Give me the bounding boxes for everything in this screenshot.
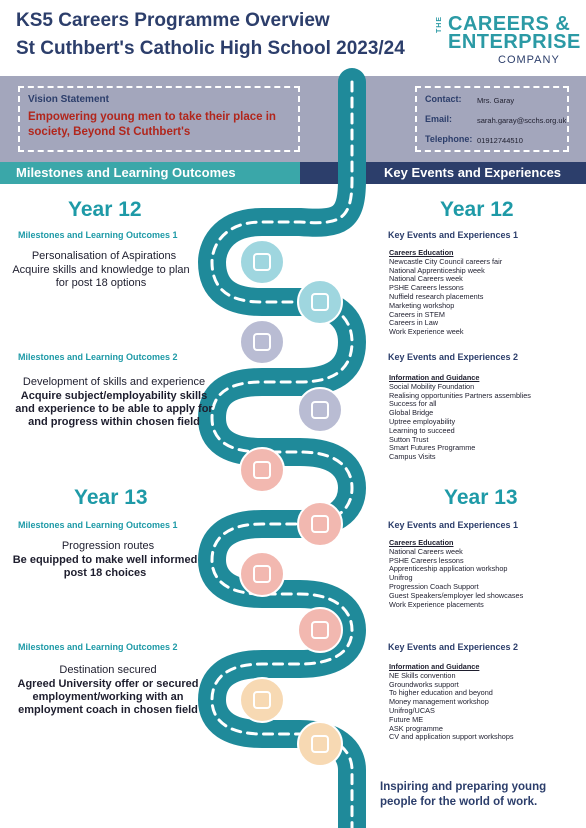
y12-milestone2-text: Acquire subject/employability skills and experience to be able to apply for and progress within chosen field [15, 390, 213, 428]
y13-milestone1-subtitle: Progression routes [61, 540, 155, 552]
school-icon [240, 552, 284, 596]
list-item: Newcastle City Council careers fair [389, 256, 503, 266]
road-outer [212, 82, 352, 828]
contact-value: Mrs. Garay [477, 96, 515, 105]
list-item: Work Experience week [389, 327, 464, 337]
list-item: Social Mobility Foundation [389, 381, 475, 391]
list-item: Uptree employability [389, 416, 456, 426]
y12-milestone1-text: Acquire skills and knowledge to plan for post 18 options [12, 264, 190, 289]
tagline: Inspiring and preparing young people for the world of work. [380, 781, 547, 808]
y12-key-events1-heading: Key Events and Experiences 1 [388, 230, 519, 240]
list-item: National Careers week [389, 274, 463, 284]
list-item: Future ME [389, 714, 424, 724]
list-item: Groundworks support [389, 679, 459, 689]
list-item: Success for all [389, 399, 437, 409]
list-item: Apprenticeship application workshop [389, 564, 508, 574]
y13-milestone2-text: Agreed University offer or secured employment/working with an employment coach in chosen field [17, 678, 199, 716]
list-item: Careers in Law [389, 318, 439, 328]
y13-milestone2-subtitle: Destination secured [59, 664, 157, 676]
logo-enterprise: ENTERPRISE [448, 31, 581, 53]
logo-careers: CAREERS & [448, 13, 571, 35]
list-item: Unifrog [389, 573, 413, 583]
list-item: CV and application support workshops [389, 732, 514, 742]
y12-k1-title: Careers Education [389, 248, 454, 257]
telephone-label: Telephone: [425, 134, 473, 144]
logo-company: COMPANY [498, 54, 560, 66]
y12-key-events2-heading: Key Events and Experiences 2 [388, 352, 519, 362]
list-item: Nuffield research placements [389, 291, 484, 301]
list-item: Guest Speakers/employer led showcases [389, 590, 524, 600]
page-title-line1: KS5 Careers Programme Overview [16, 10, 330, 31]
y13-milestone2-heading: Milestones and Learning Outcomes 2 [18, 642, 178, 652]
lightbulb-icon [240, 678, 284, 722]
list-item: National Careers week [389, 546, 463, 556]
list-item: ASK programme [389, 723, 443, 733]
milestones-section-header: Milestones and Learning Outcomes [0, 162, 300, 184]
share-icon [240, 320, 284, 364]
list-item: PSHE Careers lessons [389, 283, 464, 293]
list-item: Learning to succeed [389, 425, 455, 435]
vision-text: Empowering young men to take their place in society, Beyond St Cuthbert's [28, 111, 276, 138]
list-item: Unifrog/UCAS [389, 705, 435, 715]
email-label: Email: [425, 114, 453, 124]
y13-k1-title: Careers Education [389, 538, 454, 547]
list-item: PSHE Careers lessons [389, 555, 464, 565]
presenter-icon [298, 280, 342, 324]
y13-key-events1-list [389, 539, 523, 609]
road-icons [240, 240, 342, 766]
email-value[interactable]: sarah.garay@scchs.org.uk [477, 116, 567, 125]
contact-label: Contact: [425, 94, 462, 104]
calendar-icon [240, 448, 284, 492]
right-year12-heading: Year 12 [440, 198, 514, 221]
list-item: Progression Coach Support [389, 581, 479, 591]
y12-key-events1-list [389, 249, 502, 337]
logo-the: THE [436, 16, 443, 33]
y13-key-events1-heading: Key Events and Experiences 1 [388, 520, 519, 530]
key-events-section-header: Key Events and Experiences [300, 162, 586, 184]
list-item: Money management workshop [389, 697, 489, 707]
list-item: Marketing workshop [389, 300, 455, 310]
list-item: Careers in STEM [389, 309, 445, 319]
telephone-value: 01912744510 [477, 136, 523, 145]
y12-milestone2-subtitle: Development of skills and experience [22, 376, 206, 388]
y13-key-events2-heading: Key Events and Experiences 2 [388, 642, 519, 652]
list-item: National Apprenticeship week [389, 265, 485, 275]
list-item: Work Experience placements [389, 599, 484, 609]
y12-milestone1-subtitle: Personalisation of Aspirations [31, 250, 177, 262]
list-item: Global Bridge [389, 408, 434, 418]
y12-milestone1-heading: Milestones and Learning Outcomes 1 [18, 230, 178, 240]
left-year13-heading: Year 13 [74, 486, 148, 509]
list-item: Realising opportunities Partners assemblies [389, 390, 531, 400]
list-item: Sutton Trust [389, 434, 429, 444]
left-year12-heading: Year 12 [68, 198, 142, 221]
vision-title: Vision Statement [28, 94, 109, 105]
list-item: NE Skills convention [389, 670, 456, 680]
y12-milestone2-heading: Milestones and Learning Outcomes 2 [18, 352, 178, 362]
list-item: To higher education and beyond [389, 688, 493, 698]
list-item: Smart Futures Programme [389, 443, 476, 453]
y12-k2-title: Information and Guidance [389, 373, 480, 382]
page-title-line2: St Cuthbert's Catholic High School 2023/24 [16, 38, 405, 59]
y12-key-events2-list [389, 374, 531, 462]
y13-milestone1-heading: Milestones and Learning Outcomes 1 [18, 520, 178, 530]
y13-k2-title: Information and Guidance [389, 662, 480, 671]
building-icon [298, 502, 342, 546]
y13-milestone1-text: Be equipped to make well informed post 18 choices [12, 554, 198, 579]
list-item: Campus Visits [389, 452, 436, 462]
thumbs-up-icon [298, 388, 342, 432]
right-year13-heading: Year 13 [444, 486, 518, 509]
map-pins-icon [298, 608, 342, 652]
team-icon [298, 722, 342, 766]
resume-icon [240, 240, 284, 284]
y13-key-events2-list [389, 663, 514, 742]
